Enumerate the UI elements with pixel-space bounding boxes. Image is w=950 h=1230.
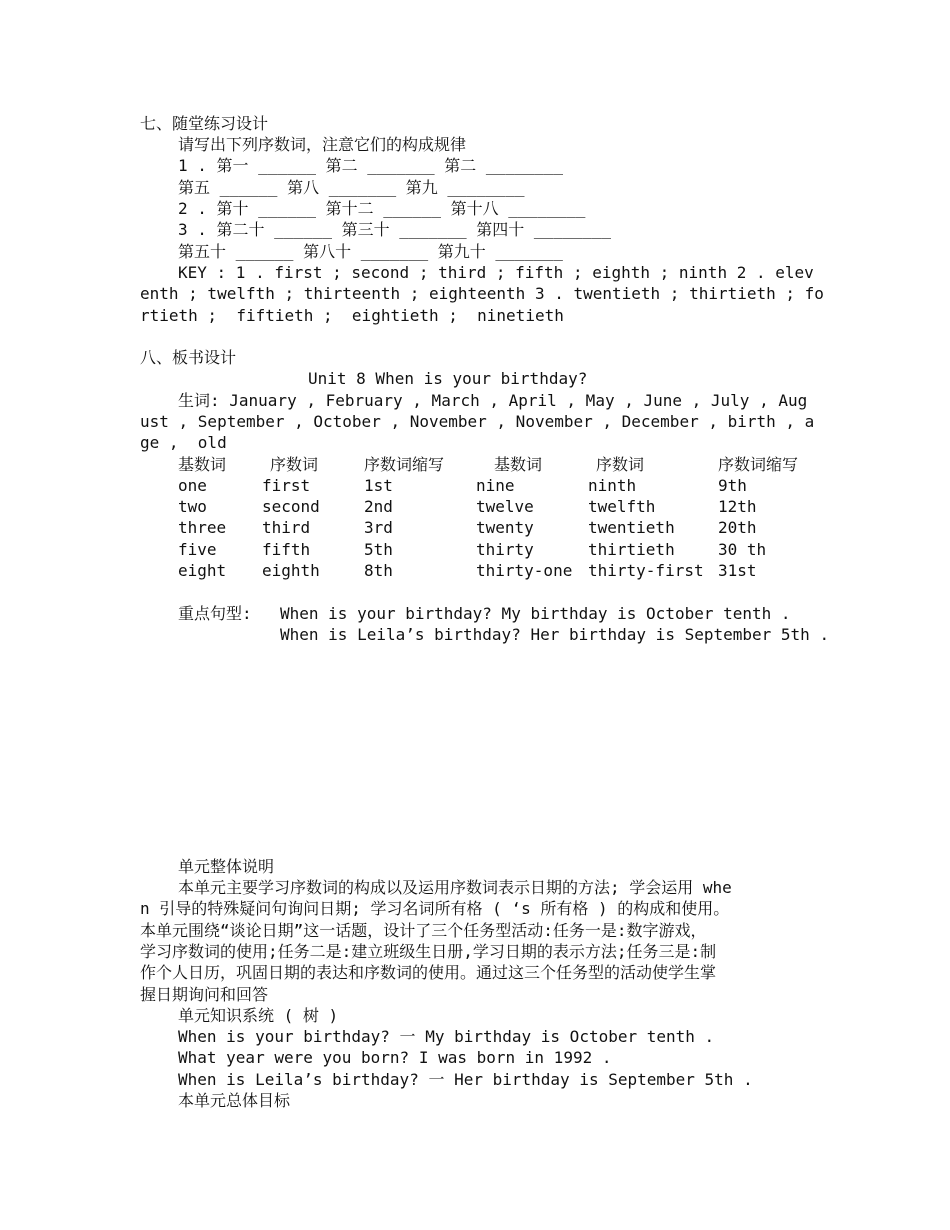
- table-cell: thirty: [476, 540, 534, 559]
- table-header: 序数词缩写: [364, 455, 445, 474]
- table-cell: two: [178, 497, 207, 516]
- table-header: 序数词: [270, 455, 319, 474]
- table-cell: nine: [476, 476, 515, 495]
- table-cell: 8th: [364, 561, 393, 580]
- table-cell: thirty-first: [588, 561, 704, 580]
- vocab-line: ust , September , October , November , November , December , birth , a: [140, 412, 815, 431]
- answer-key-line: enth ; twelfth ; thirteenth ; eighteenth 3 . twentieth ; thirtieth ; fo: [140, 284, 824, 303]
- exercise-line: 2 . 第十 ______ 第十二 ______ 第十八 ________: [178, 199, 586, 218]
- table-cell: 2nd: [364, 497, 393, 516]
- table-cell: 12th: [718, 497, 757, 516]
- table-header: 基数词: [178, 455, 227, 474]
- knowledge-line: What year were you born? I was born in 1992 .: [178, 1048, 612, 1067]
- overview-line: 作个人日历，巩固日期的表达和序数词的使用。通过这三个任务型的活动使学生掌: [140, 963, 717, 982]
- answer-key-line: rtieth ; fiftieth ; eightieth ; ninetieth: [140, 306, 564, 325]
- overview-line: 握日期询问和回答: [140, 985, 269, 1004]
- vocab-line: ge , old: [140, 433, 227, 452]
- answer-key-line: KEY : 1 . first ; second ; third ; fifth ; eighth ; ninth 2 . elev: [178, 263, 814, 282]
- unit-title: Unit 8 When is your birthday?: [308, 369, 588, 388]
- knowledge-line: When is Leila’s birthday? 一 Her birthday is September 5th .: [178, 1070, 753, 1089]
- table-cell: second: [262, 497, 320, 516]
- knowledge-line: When is your birthday? 一 My birthday is October tenth .: [178, 1027, 715, 1046]
- goals-heading: 本单元总体目标: [178, 1091, 291, 1110]
- key-sentences-label: 重点句型:: [178, 604, 252, 623]
- table-cell: third: [262, 518, 311, 537]
- knowledge-heading: 单元知识系统 ( 树 ): [178, 1006, 339, 1025]
- table-header: 序数词: [596, 455, 645, 474]
- table-cell: twelve: [476, 497, 534, 516]
- table-cell: eight: [178, 561, 227, 580]
- exercise-line: 1 . 第一 ______ 第二 _______ 第二 ________: [178, 156, 563, 175]
- table-cell: fifth: [262, 540, 311, 559]
- table-cell: one: [178, 476, 207, 495]
- key-sentence: When is your birthday? My birthday is October tenth .: [280, 604, 791, 623]
- overview-line: 学习序数词的使用;任务二是:建立班级生日册,学习日期的表示方法;任务三是:制: [140, 942, 717, 961]
- table-cell: twenty: [476, 518, 534, 537]
- table-cell: 20th: [718, 518, 757, 537]
- exercise-instruction: 请写出下列序数词，注意它们的构成规律: [178, 135, 467, 154]
- table-cell: 1st: [364, 476, 393, 495]
- exercise-line: 第五 ______ 第八 _______ 第九 ________: [178, 178, 525, 197]
- table-cell: eighth: [262, 561, 320, 580]
- table-cell: thirtieth: [588, 540, 675, 559]
- table-cell: twelfth: [588, 497, 656, 516]
- overview-line: n 引导的特殊疑问句询问日期; 学习名词所有格 ( ‘s 所有格 ) 的构成和使用。: [140, 899, 730, 918]
- overview-line: 本单元主要学习序数词的构成以及运用序数词表示日期的方法; 学会运用 whe: [178, 878, 732, 897]
- table-cell: ninth: [588, 476, 637, 495]
- exercise-line: 第五十 ______ 第八十 _______ 第九十 _______: [178, 242, 563, 261]
- key-sentence: When is Leila’s birthday? Her birthday is September 5th .: [280, 625, 830, 644]
- table-cell: thirty-one: [476, 561, 573, 580]
- table-cell: 30 th: [718, 540, 767, 559]
- overview-line: 本单元围绕“谈论日期”这一话题，设计了三个任务型活动:任务一是:数字游戏，: [140, 921, 707, 940]
- table-cell: five: [178, 540, 217, 559]
- table-cell: 9th: [718, 476, 747, 495]
- table-cell: 3rd: [364, 518, 393, 537]
- exercise-line: 3 . 第二十 ______ 第三十 _______ 第四十 ________: [178, 220, 611, 239]
- overview-heading: 单元整体说明: [178, 857, 275, 876]
- table-cell: twentieth: [588, 518, 675, 537]
- table-cell: three: [178, 518, 227, 537]
- table-header: 序数词缩写: [718, 455, 799, 474]
- table-cell: 5th: [364, 540, 393, 559]
- table-header: 基数词: [494, 455, 543, 474]
- section-heading-8: 八、板书设计: [140, 348, 237, 367]
- vocab-line: 生词: January , February , March , April , May , June , July , Aug: [178, 391, 808, 410]
- table-cell: 31st: [718, 561, 757, 580]
- section-heading-7: 七、随堂练习设计: [140, 114, 269, 133]
- table-cell: first: [262, 476, 311, 495]
